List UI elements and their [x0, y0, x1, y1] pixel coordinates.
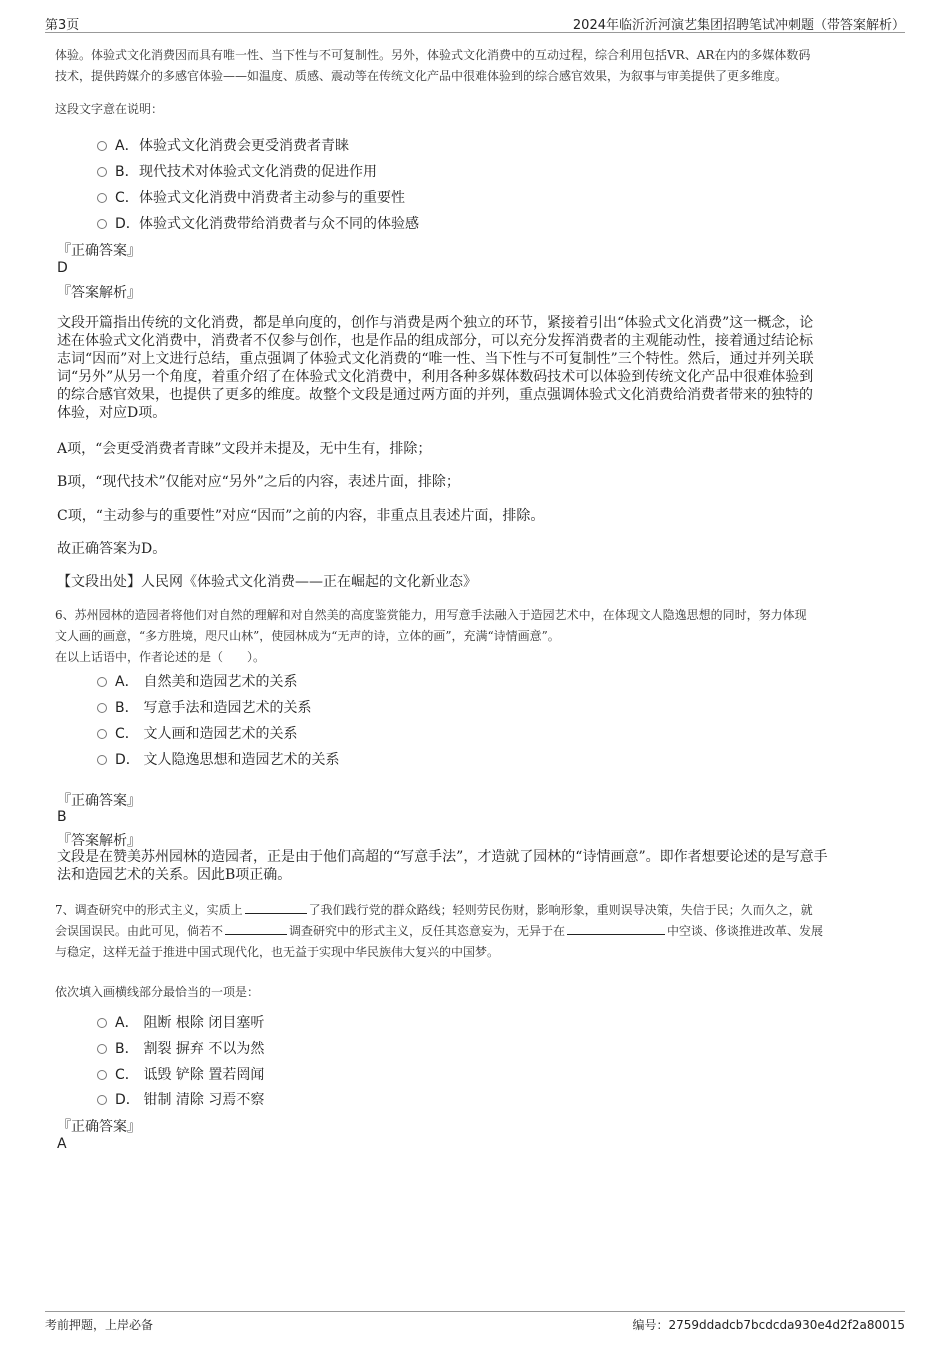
radio-icon[interactable]	[97, 219, 107, 229]
q7-option-a[interactable]: A． 阻断 根除 闭目塞听	[97, 1012, 264, 1032]
page-footer	[45, 1311, 905, 1334]
radio-icon[interactable]	[97, 1095, 107, 1105]
q5-source: 【文段出处】人民网《体验式文化消费——正在崛起的文化新业态》	[57, 574, 477, 590]
q5-elimination-a: A项，“会更受消费者青睐”文段并未提及，无中生有，排除；	[57, 441, 432, 457]
radio-icon[interactable]	[97, 167, 107, 177]
radio-icon[interactable]	[97, 1018, 107, 1028]
radio-icon[interactable]	[97, 1070, 107, 1080]
analysis-line: 文段开篇指出传统的文化消费，都是单向度的，创作与消费是两个独立的环节，紧接着引出“体验式文化消费”这一概念，论	[57, 315, 814, 331]
analysis-line: 词“另外”从另一个角度，着重介绍了在体验式文化消费中，利用各种多媒体数码技术可以体验到传统文化产品中很难体验到	[57, 369, 814, 385]
fill-blank-3[interactable]	[567, 924, 665, 935]
radio-icon[interactable]	[97, 193, 107, 203]
radio-icon[interactable]	[97, 755, 107, 765]
footer-serial: 编号：2759ddadcb7bcdcda930e4d2f2a80015	[632, 1318, 905, 1332]
analysis-line: 述在体验式文化消费中，消费者不仅参与创作，也是作品的组成部分，可以充分发挥消费者的主观能动性，接着通过结论标	[57, 333, 813, 349]
analysis-line: 体验，对应D项。	[57, 405, 167, 421]
q6-answer: B	[57, 809, 67, 825]
q5-analysis-label: 『答案解析』	[57, 285, 141, 301]
q6-answer-label: 『正确答案』	[57, 793, 141, 809]
q6-analysis-label: 『答案解析』	[57, 833, 141, 849]
q5-prompt: 这段文字意在说明：	[55, 102, 164, 116]
q5-passage-line: 体验。体验式文化消费因而具有唯一性、当下性与不可复制性。另外，体验式文化消费中的互动过程，综合利用包括VR、AR在内的多媒体数码	[55, 48, 811, 62]
q6-analysis	[57, 848, 887, 884]
q6-option-c[interactable]: C． 文人画和造园艺术的关系	[97, 723, 297, 743]
analysis-line: 志词“因而”对上文进行总结，重点强调了体验式文化消费的“唯一性、当下性与不可复制性”三个特性。然后，通过并列关联	[57, 351, 814, 367]
q7-stem-line: 7、调查研究中的形式主义，实质上 了我们践行党的群众路线；轻则劳民伤财，影响形象，重则误导决策，失信于民；久而久之，就	[55, 903, 813, 917]
q5-passage	[55, 45, 905, 87]
q5-conclusion: 故正确答案为D。	[57, 541, 167, 557]
radio-icon[interactable]	[97, 703, 107, 713]
q7-answer: A	[57, 1136, 67, 1152]
q6-option-b[interactable]: B． 写意手法和造园艺术的关系	[97, 697, 311, 717]
q5-option-a[interactable]: A．体验式文化消费会更受消费者青睐	[97, 135, 349, 155]
q6-stem-line: 在以上话语中，作者论述的是（ ）。	[55, 650, 266, 664]
q5-answer: D	[57, 260, 68, 276]
q5-elimination-b: B项，“现代技术”仅能对应“另外”之后的内容，表述片面，排除；	[57, 474, 460, 490]
q5-elimination-c: C项，“主动参与的重要性”对应“因而”之前的内容，非重点且表述片面，排除。	[57, 508, 545, 524]
radio-icon[interactable]	[97, 729, 107, 739]
q7-answer-label: 『正确答案』	[57, 1119, 141, 1135]
q5-passage-line: 技术，提供跨媒介的多感官体验——如温度、质感、震动等在传统文化产品中很难体验到的综合感官效果，为叙事与审美提供了更多维度。	[55, 69, 788, 83]
fill-blank-1[interactable]	[245, 903, 307, 914]
q7-stem-line: 与稳定，这样无益于推进中国式现代化，也无益于实现中华民族伟大复兴的中国梦。	[55, 945, 500, 959]
q5-option-c[interactable]: C．体验式文化消费中消费者主动参与的重要性	[97, 187, 405, 207]
q7-prompt: 依次填入画横线部分最恰当的一项是：	[55, 985, 260, 999]
q7-stem-line: 会误国误民。由此可见，倘若不 调查研究中的形式主义，反任其恣意妄为，无异于在 中空谈、侈谈推进改革、发展	[55, 924, 824, 938]
q6-stem	[55, 605, 905, 668]
q7-option-b[interactable]: B． 割裂 摒弃 不以为然	[97, 1038, 264, 1058]
q5-analysis	[57, 314, 887, 422]
q6-stem-line: 文人画的画意，“多方胜境，咫尺山林”，使园林成为“无声的诗，立体的画”，充满“诗情画意”。	[55, 629, 560, 643]
q7-stem	[55, 900, 905, 963]
footer-slogan: 考前押题，上岸必备	[45, 1318, 154, 1332]
analysis-line: 法和造园艺术的关系。因此B项正确。	[57, 867, 292, 883]
analysis-line: 的综合感官效果，也提供了更多的维度。故整个文段是通过两方面的并列，重点强调体验式文化消费给消费者带来的独特的	[57, 387, 813, 403]
radio-icon[interactable]	[97, 141, 107, 151]
radio-icon[interactable]	[97, 677, 107, 687]
page-header	[45, 12, 905, 33]
page-number: 第3页	[45, 18, 80, 33]
q6-option-d[interactable]: D． 文人隐逸思想和造园艺术的关系	[97, 749, 339, 769]
q5-option-d[interactable]: D．体验式文化消费带给消费者与众不同的体验感	[97, 213, 419, 233]
q5-option-b[interactable]: B．现代技术对体验式文化消费的促进作用	[97, 161, 377, 181]
q5-answer-label: 『正确答案』	[57, 243, 141, 259]
analysis-line: 文段是在赞美苏州园林的造园者，正是由于他们高超的“写意手法”，才造就了园林的“诗情画意”。即作者想要论述的是写意手	[57, 849, 828, 865]
radio-icon[interactable]	[97, 1044, 107, 1054]
q6-stem-line: 6、苏州园林的造园者将他们对自然的理解和对自然美的高度鉴赏能力，用写意手法融入于造园艺术中，在体现文人隐逸思想的同时，努力体现	[55, 608, 807, 622]
q7-option-c[interactable]: C． 诋毁 铲除 置若罔闻	[97, 1064, 264, 1084]
fill-blank-2[interactable]	[225, 924, 287, 935]
q6-option-a[interactable]: A． 自然美和造园艺术的关系	[97, 671, 297, 691]
document-title: 2024年临沂沂河演艺集团招聘笔试冲刺题（带答案解析）	[572, 18, 905, 33]
q7-option-d[interactable]: D． 钳制 清除 习焉不察	[97, 1089, 264, 1109]
